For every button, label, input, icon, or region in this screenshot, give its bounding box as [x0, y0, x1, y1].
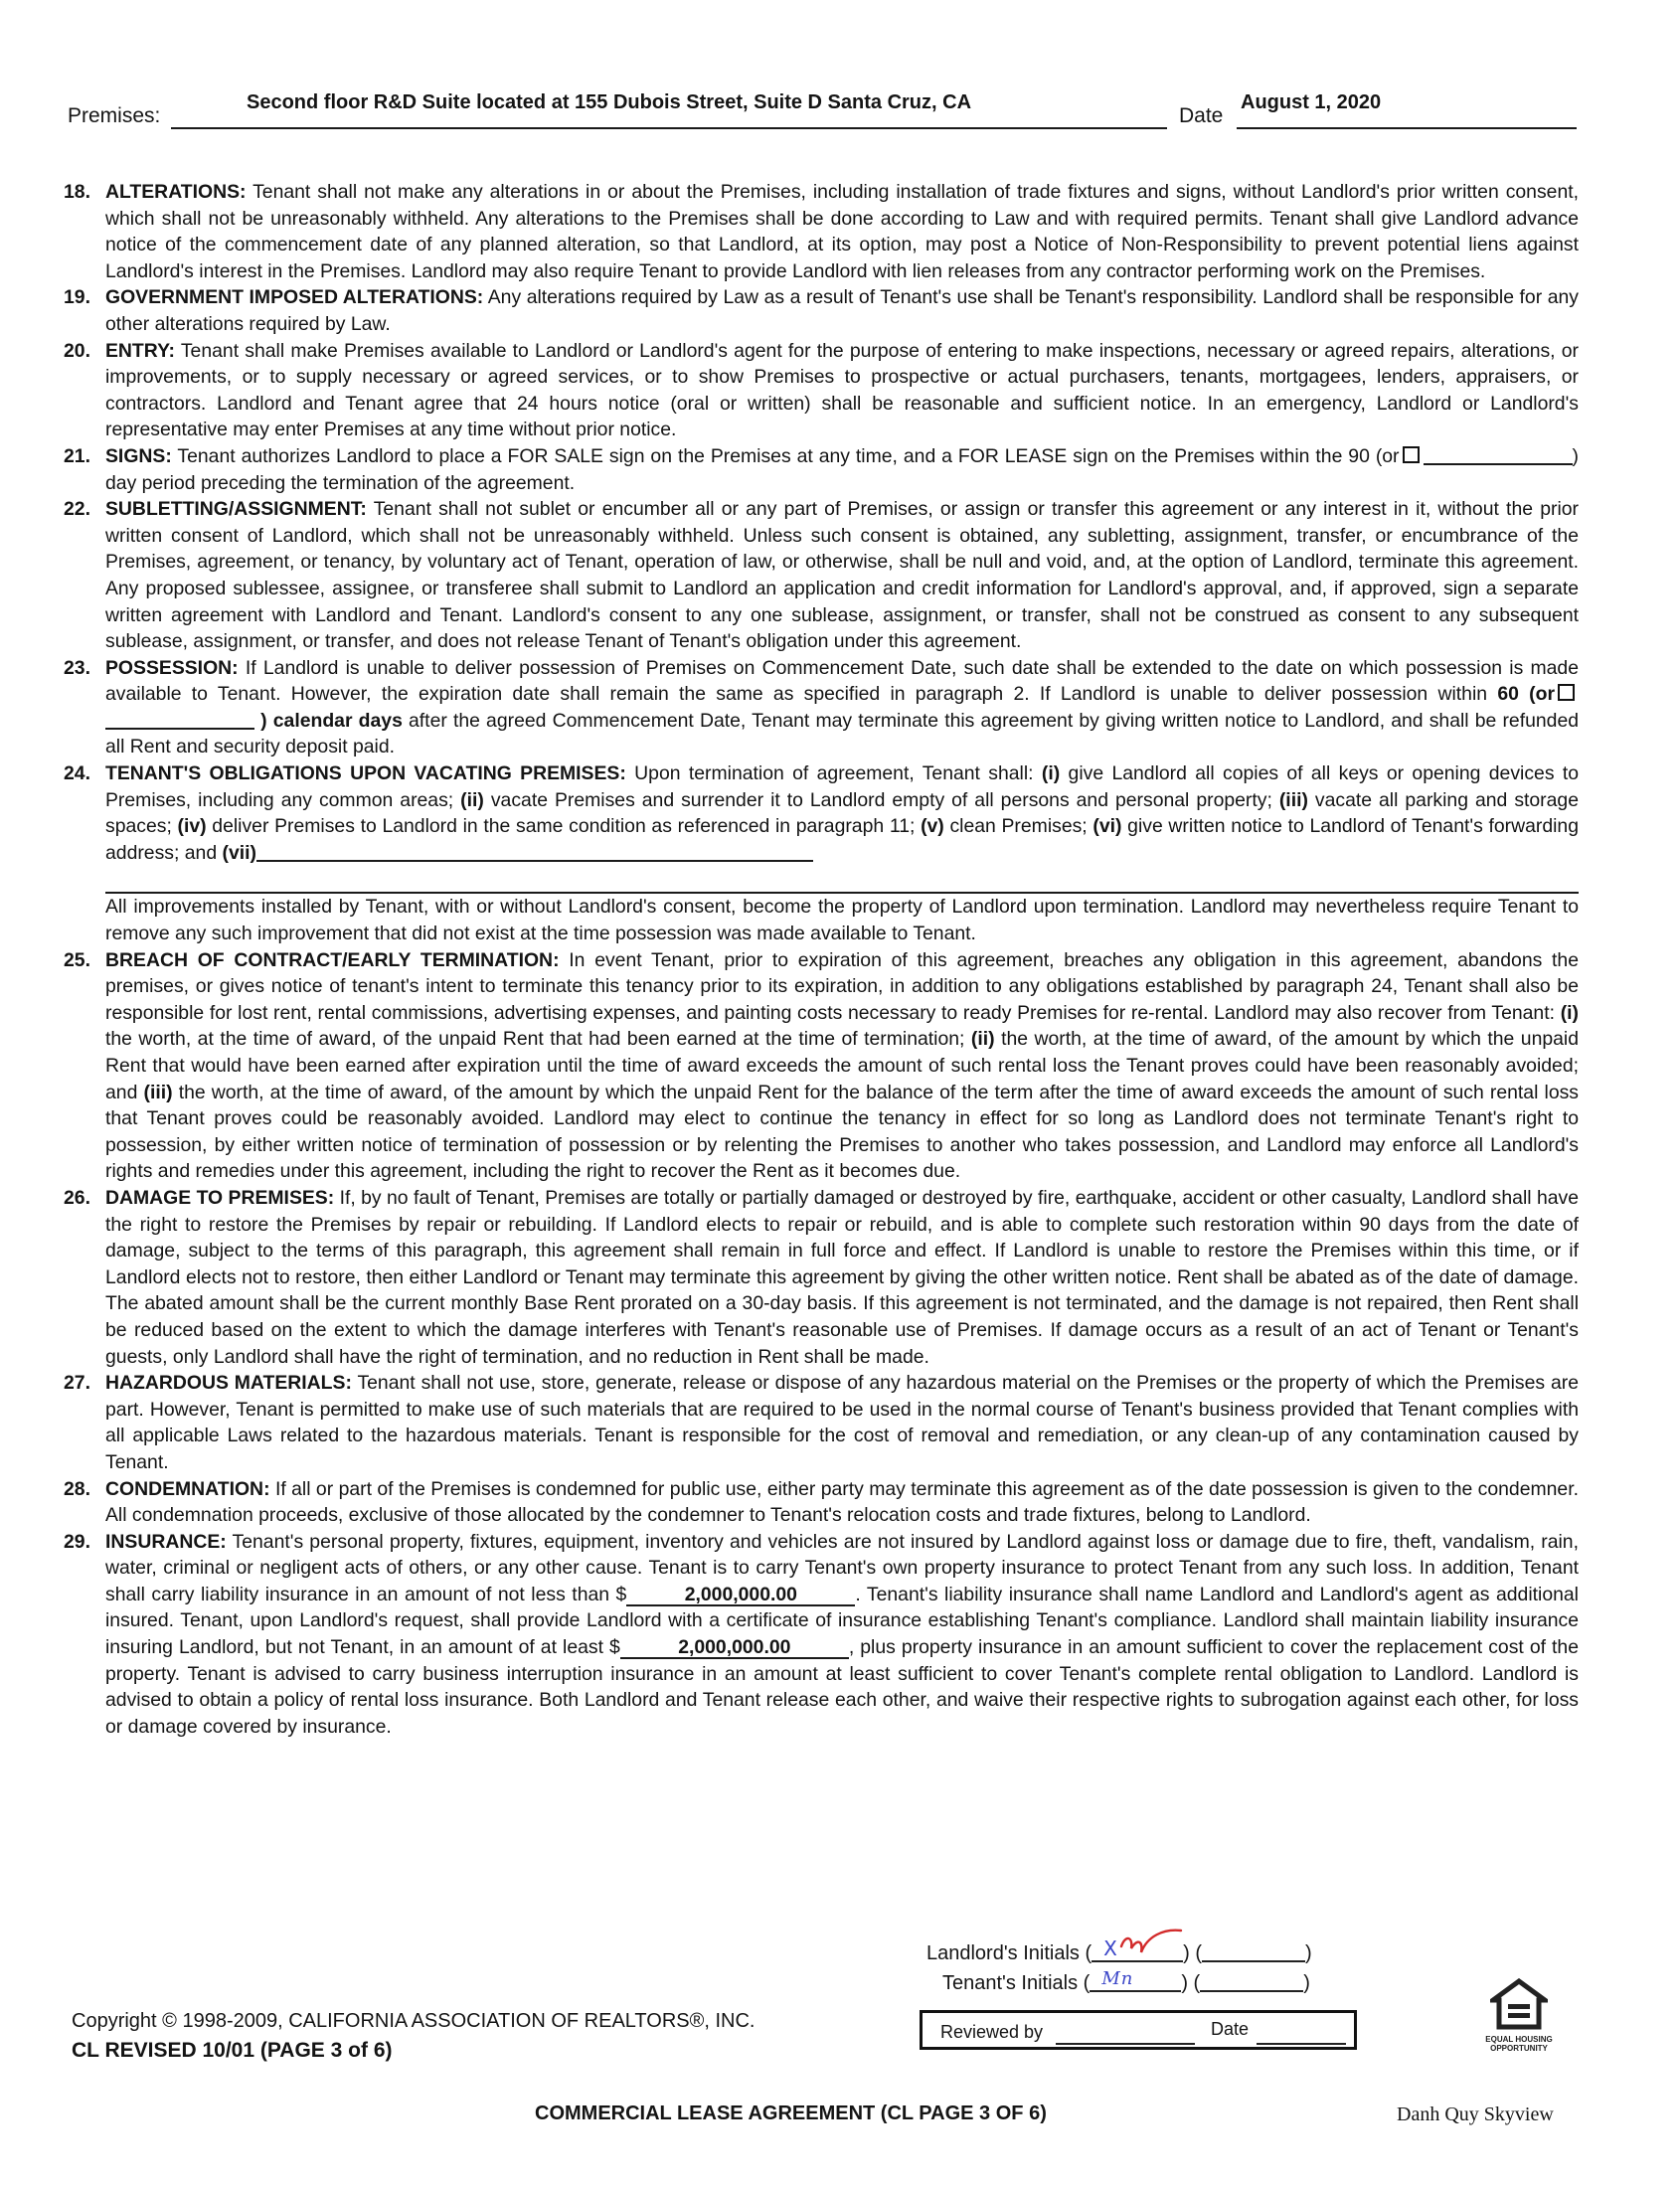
paragraph-number: 23.	[64, 656, 90, 679]
paragraph-29	[64, 1529, 1579, 1741]
list-marker: (ii)	[460, 788, 484, 811]
paragraph-text: deliver Premises to Landlord in the same condition as referenced in paragraph 11;	[212, 815, 916, 838]
premises-underline	[171, 127, 1167, 129]
paragraph-18	[64, 179, 1579, 284]
paragraph-21	[64, 443, 1579, 496]
paragraph-title: GOVERNMENT IMPOSED ALTERATIONS:	[105, 286, 484, 309]
lease-terms	[64, 179, 1579, 1740]
sign-period-checkbox[interactable]	[1403, 446, 1420, 463]
landlord-liability-amount-field[interactable]: 2,000,000.00	[620, 1637, 849, 1659]
paragraph-text: the worth, at the time of award, of the amount by which the unpaid Rent for the balance of the term after the time of award exceeds the amount of such rental loss that Tenant proves could be reasonably avoided. Landlord may elect to continue the tenancy in effect for so long as Landlord does not terminate Tenant's right to possession, by either written notice of termination of possession or by relenting the Premises to another who takes possession, and Landlord may enforce all Landlord's rights and remedies under this agreement, including the right to recover the Rent as it becomes due.	[105, 1081, 1580, 1183]
paragraph-title: ENTRY:	[105, 339, 176, 362]
eho-line-2: OPPORTUNITY	[1490, 2044, 1548, 2053]
reviewed-by-label: Reviewed by	[940, 2022, 1044, 2042]
paragraph-text: If Landlord is unable to deliver possession of Premises on Commencement Date, such date shall be extended to the date on which possession is made available to Tenant. However, the expiration date shall remain the same as specified in paragraph 2. If Landlord is unable to deliver possession within	[105, 656, 1580, 706]
form-revision: CL REVISED 10/01 (PAGE 3 of 6)	[72, 2039, 393, 2062]
paragraph-text: the worth, at the time of award, of the amount by which the unpaid Rent that would have been earned after expiration until the time of award exceeds the amount of such rental loss the Tenant proves could have been reasonably avoided; and	[105, 1028, 1580, 1103]
paren-text: )	[1305, 1942, 1312, 1964]
paragraph-27	[64, 1370, 1579, 1475]
paragraph-text: All improvements installed by Tenant, with or without Landlord's consent, become the property of Landlord upon termination. Landlord may nevertheless require Tenant to remove any such improvement that did not exist at the time possession was made available to Tenant.	[105, 896, 1579, 945]
paragraph-number: 29.	[64, 1530, 90, 1553]
paragraph-title: TENANT'S OBLIGATIONS UPON VACATING PREMISES:	[105, 762, 626, 785]
paragraph-title: SUBLETTING/ASSIGNMENT:	[105, 498, 367, 521]
paragraph-title: SIGNS:	[105, 444, 172, 467]
paragraph-number: 28.	[64, 1477, 90, 1500]
landlord-initials-field-2[interactable]	[1202, 1940, 1305, 1962]
tenant-liability-amount-field[interactable]: 2,000,000.00	[626, 1585, 855, 1606]
paragraph-20	[64, 338, 1579, 443]
possession-days-blank[interactable]	[105, 710, 254, 730]
paragraph-text: Tenant shall not use, store, generate, release or dispose of any hazardous material on the Premises or the property of which the Premises are part. However, Tenant is permitted to make use of such materials that are required to be used in the normal course of Tenant's business provided that Tenant complies with all applicable Laws related to the hazardous materials. Tenant is responsible for the cost of removal and remediation, or any clean-up of any contamination caused by Tenant.	[105, 1372, 1579, 1473]
paragraph-number: 26.	[64, 1186, 90, 1209]
list-marker: (iii)	[143, 1081, 173, 1103]
copyright-notice: Copyright © 1998-2009, CALIFORNIA ASSOCIATION OF REALTORS®, INC.	[72, 2010, 756, 2032]
tenant-initials-value: Mn	[1101, 1968, 1134, 1989]
possession-days-default: 60 (or	[1497, 683, 1556, 706]
reviewed-date-label: Date	[1211, 2019, 1250, 2039]
landlord-initials-field-1[interactable]	[1092, 1936, 1183, 1962]
reviewed-by-field[interactable]	[1056, 2023, 1195, 2045]
possession-days-checkbox[interactable]	[1558, 684, 1575, 701]
premises-label: Premises:	[68, 104, 161, 127]
paragraph-text: If, by no fault of Tenant, Premises are totally or partially damaged or destroyed by fire, earthquake, accident or other casualty, Landlord shall have the right to restore the Premises by repair or rebuilding. If Landlord elects to repair or rebuild, and is able to complete such restoration within 90 days from the date of damage, subject to the terms of this paragraph, this agreement shall remain in full force and effect. If Landlord is unable to restore the Premises within this time, or if Landlord elects not to restore, then either Landlord or Tenant may terminate this agreement by giving the other written notice. Rent shall be abated as of the date of damage. The abated amount shall be the current monthly Base Rent prorated on a 30-day basis. If this agreement is not terminated, and the damage is not repaired, then Rent shall be reduced based on the extent to which the damage interferes with Tenant's reasonable use of Premises. If damage occurs as a result of an act of Tenant or Tenant's guests, only Landlord shall have the right of termination, and no reduction in Rent shall be made.	[105, 1186, 1579, 1368]
document-footer-title: COMMERCIAL LEASE AGREEMENT (CL PAGE 3 OF 6)	[535, 2103, 1047, 2124]
stamp-text: Danh Quy Skyview	[1397, 2103, 1554, 2125]
reviewed-by-box	[920, 2010, 1357, 2050]
paragraph-title: DAMAGE TO PREMISES:	[105, 1186, 335, 1209]
paragraph-number: 18.	[64, 181, 90, 203]
list-marker: (i)	[1041, 762, 1061, 785]
equal-housing-icon	[1490, 1978, 1548, 2030]
paragraph-24	[64, 760, 1579, 866]
paragraph-number: 20.	[64, 339, 90, 362]
landlord-initials-value: X	[1103, 1936, 1117, 1960]
paren-text: )	[1303, 1972, 1310, 1994]
paragraph-text: clean Premises;	[949, 815, 1088, 838]
paragraph-title: HAZARDOUS MATERIALS:	[105, 1372, 352, 1395]
paragraph-title: INSURANCE:	[105, 1530, 227, 1553]
paragraph-28	[64, 1476, 1579, 1529]
paragraph-text: give written notice to Landlord of Tenant's forwarding address; and	[105, 815, 1580, 864]
list-marker: (i)	[1560, 1001, 1580, 1024]
list-marker: (vii)	[222, 841, 256, 864]
landlord-initials-label: Landlord's Initials (	[926, 1942, 1092, 1964]
paragraph-text: Upon termination of agreement, Tenant shall:	[634, 762, 1034, 785]
paragraph-25	[64, 947, 1579, 1185]
paragraph-22	[64, 496, 1579, 655]
paragraph-number: 19.	[64, 286, 90, 309]
paragraph-number: 22.	[64, 498, 90, 521]
list-marker: (iv)	[177, 815, 207, 838]
date-underline	[1237, 127, 1577, 129]
paragraph-text: Tenant shall make Premises available to Landlord or Landlord's agent for the purpose of entering to make inspections, necessary or agreed repairs, alterations, or improvements, or to supply necessary or agreed services, or to show Premises to prospective or actual purchasers, tenants, mortgagees, lenders, appraisers, or contractors. Landlord and Tenant agree that 24 hours notice (oral or written) shall be reasonable and sufficient notice. In an emergency, Landlord or Landlord's representative may enter Premises at any time without prior notice.	[105, 339, 1579, 441]
paragraph-text: give Landlord all copies of all keys or opening devices to Premises, including any common areas;	[105, 762, 1580, 811]
paragraph-text: Any alterations required by Law as a result of Tenant's use shall be Tenant's responsibility. Landlord shall be responsible for any other alterations required by Law.	[105, 286, 1579, 335]
paragraph-text: , plus property insurance in an amount sufficient to cover the replacement cost of the property. Tenant is advised to carry business interruption insurance in an amount at least sufficient to cover Tenant's complete rental obligation to Landlord. Landlord is advised to obtain a policy of rental loss insurance. Both Landlord and Tenant release each other, and waive their respective rights to subrogation against each other, for loss or damage covered by insurance.	[105, 1636, 1579, 1738]
date-label: Date	[1179, 104, 1224, 127]
paragraph-text: . Tenant's liability insurance shall name Landlord and Landlord's agent as additional insured. Tenant, upon Landlord's request, shall provide Landlord with a certificate of insurance establishing Tenant's compliance. Landlord shall maintain liability insurance insuring Landlord, but not Tenant, in an amount of at least $	[105, 1583, 1579, 1659]
paragraph-text: ) day period preceding the termination of the agreement.	[105, 444, 1579, 494]
paragraph-text: after the agreed Commencement Date, Tenant may terminate this agreement by giving written notice to Landlord, and shall be refunded all Rent and security deposit paid.	[105, 709, 1580, 758]
list-marker: (vi)	[1092, 815, 1122, 838]
paragraph-text: Tenant shall not sublet or encumber all or any part of Premises, or assign or transfer this agreement or any interest in it, without the prior written consent of Landlord, which shall not be unreasonably withheld. Unless such consent is obtained, any subletting, assignment, transfer, or encumbrance of the Premises, agreement, or tenancy, by voluntary act of Tenant, operation of law, or otherwise, shall be null and void, and, at the option of Landlord, terminate this agreement. Any proposed sublessee, assignee, or transferee shall submit to Landlord an application and credit information for Landlord's approval, and, if approved, sign a separate written agreement with Landlord and Tenant. Landlord's consent to any one sublease, assignment, or transfer, shall not be construed as consent to any subsequent sublease, assignment, or transfer, and does not release Tenant of Tenant's obligation under this agreement.	[105, 498, 1579, 653]
paragraph-number: 25.	[64, 948, 90, 971]
list-marker: (v)	[921, 815, 944, 838]
paragraph-26	[64, 1185, 1579, 1370]
tenant-initials-label: Tenant's Initials (	[942, 1972, 1091, 1994]
vacating-other-blank-line-2[interactable]	[105, 866, 1579, 894]
paragraph-title: POSSESSION:	[105, 656, 239, 679]
signature-scribble-icon	[1115, 1925, 1187, 1958]
paragraph-text: the worth, at the time of award, of the unpaid Rent that had been earned at the time of termination;	[105, 1028, 965, 1051]
paragraph-number: 27.	[64, 1372, 90, 1395]
list-marker: (ii)	[970, 1028, 995, 1051]
paragraph-text: Tenant shall not make any alterations in or about the Premises, including installation of trade fixtures and signs, without Landlord's prior written consent, which shall not be unreasonably withheld. Any alterations to the Premises shall be done according to Law and with required permits. Tenant shall give Landlord advance notice of the commencement date of any planned alteration, so that Landlord, at its option, may post a Notice of Non-Responsibility to prevent potential liens against Landlord's interest in the Premises. Landlord may also require Tenant to provide Landlord with lien releases from any contractor performing work on the Premises.	[105, 181, 1579, 282]
paragraph-text: Tenant's personal property, fixtures, equipment, inventory and vehicles are not insured by Landlord against loss or damage due to fire, theft, vandalism, rain, water, criminal or negligent acts of others, or any other cause. Tenant is to carry Tenant's own property insurance to protect Tenant from any such loss. In addition, Tenant shall carry liability insurance in an amount of not less than $	[105, 1530, 1579, 1605]
vacating-other-blank[interactable]	[256, 842, 813, 862]
paragraph-text: In event Tenant, prior to expiration of this agreement, breaches any obligation in this agreement, abandons the premises, or gives notice of tenant's intent to terminate this tenancy prior to its expiration, in addition to any obligations established by paragraph 24, Tenant shall also be responsible for lost rent, rental commissions, advertising expenses, and painting costs necessary to ready Premises for re-rental. Landlord may also recover from Tenant:	[105, 948, 1579, 1024]
paren-text: ) (	[1181, 1972, 1201, 1994]
tenant-initials-row	[942, 1970, 1310, 1995]
paragraph-number: 21.	[64, 444, 90, 467]
tenant-initials-field-1[interactable]	[1090, 1970, 1181, 1992]
paragraph-title: CONDEMNATION:	[105, 1477, 270, 1500]
paragraph-text: Tenant authorizes Landlord to place a FOR SALE sign on the Premises at any time, and a FOR LEASE sign on the Premises within the 90 (or	[177, 444, 1400, 467]
paragraph-title: BREACH OF CONTRACT/EARLY TERMINATION:	[105, 948, 560, 971]
premises-value: Second floor R&D Suite located at 155 Dubois Street, Suite D Santa Cruz, CA	[247, 91, 972, 113]
list-marker: (iii)	[1278, 788, 1308, 811]
sign-period-blank[interactable]	[1424, 445, 1573, 465]
possession-days-unit: ) calendar days	[260, 709, 403, 732]
tenant-initials-field-2[interactable]	[1200, 1970, 1303, 1992]
paragraph-19	[64, 284, 1579, 337]
landlord-initials-row	[926, 1936, 1312, 1965]
eho-line-1: EQUAL HOUSING	[1485, 2035, 1553, 2044]
improvements-clause	[64, 894, 1579, 946]
paragraph-title: ALTERATIONS:	[105, 181, 247, 203]
equal-housing-logo	[1481, 1978, 1557, 2053]
date-value: August 1, 2020	[1241, 91, 1382, 113]
paragraph-text: vacate Premises and surrender it to Landlord empty of all persons and personal property;	[490, 788, 1272, 811]
paragraph-text: vacate all parking and storage spaces;	[105, 788, 1579, 838]
paren-text: ) (	[1183, 1942, 1203, 1964]
paragraph-number: 24.	[64, 762, 90, 785]
paragraph-23	[64, 655, 1579, 760]
reviewed-date-field[interactable]	[1257, 2023, 1346, 2045]
paragraph-text: If all or part of the Premises is condemned for public use, either party may terminate this agreement as of the date possession is given to the condemner. All condemnation proceeds, exclusive of those allocated by the condemner to Tenant's relocation costs and trade fixtures, belong to Landlord.	[105, 1477, 1579, 1527]
